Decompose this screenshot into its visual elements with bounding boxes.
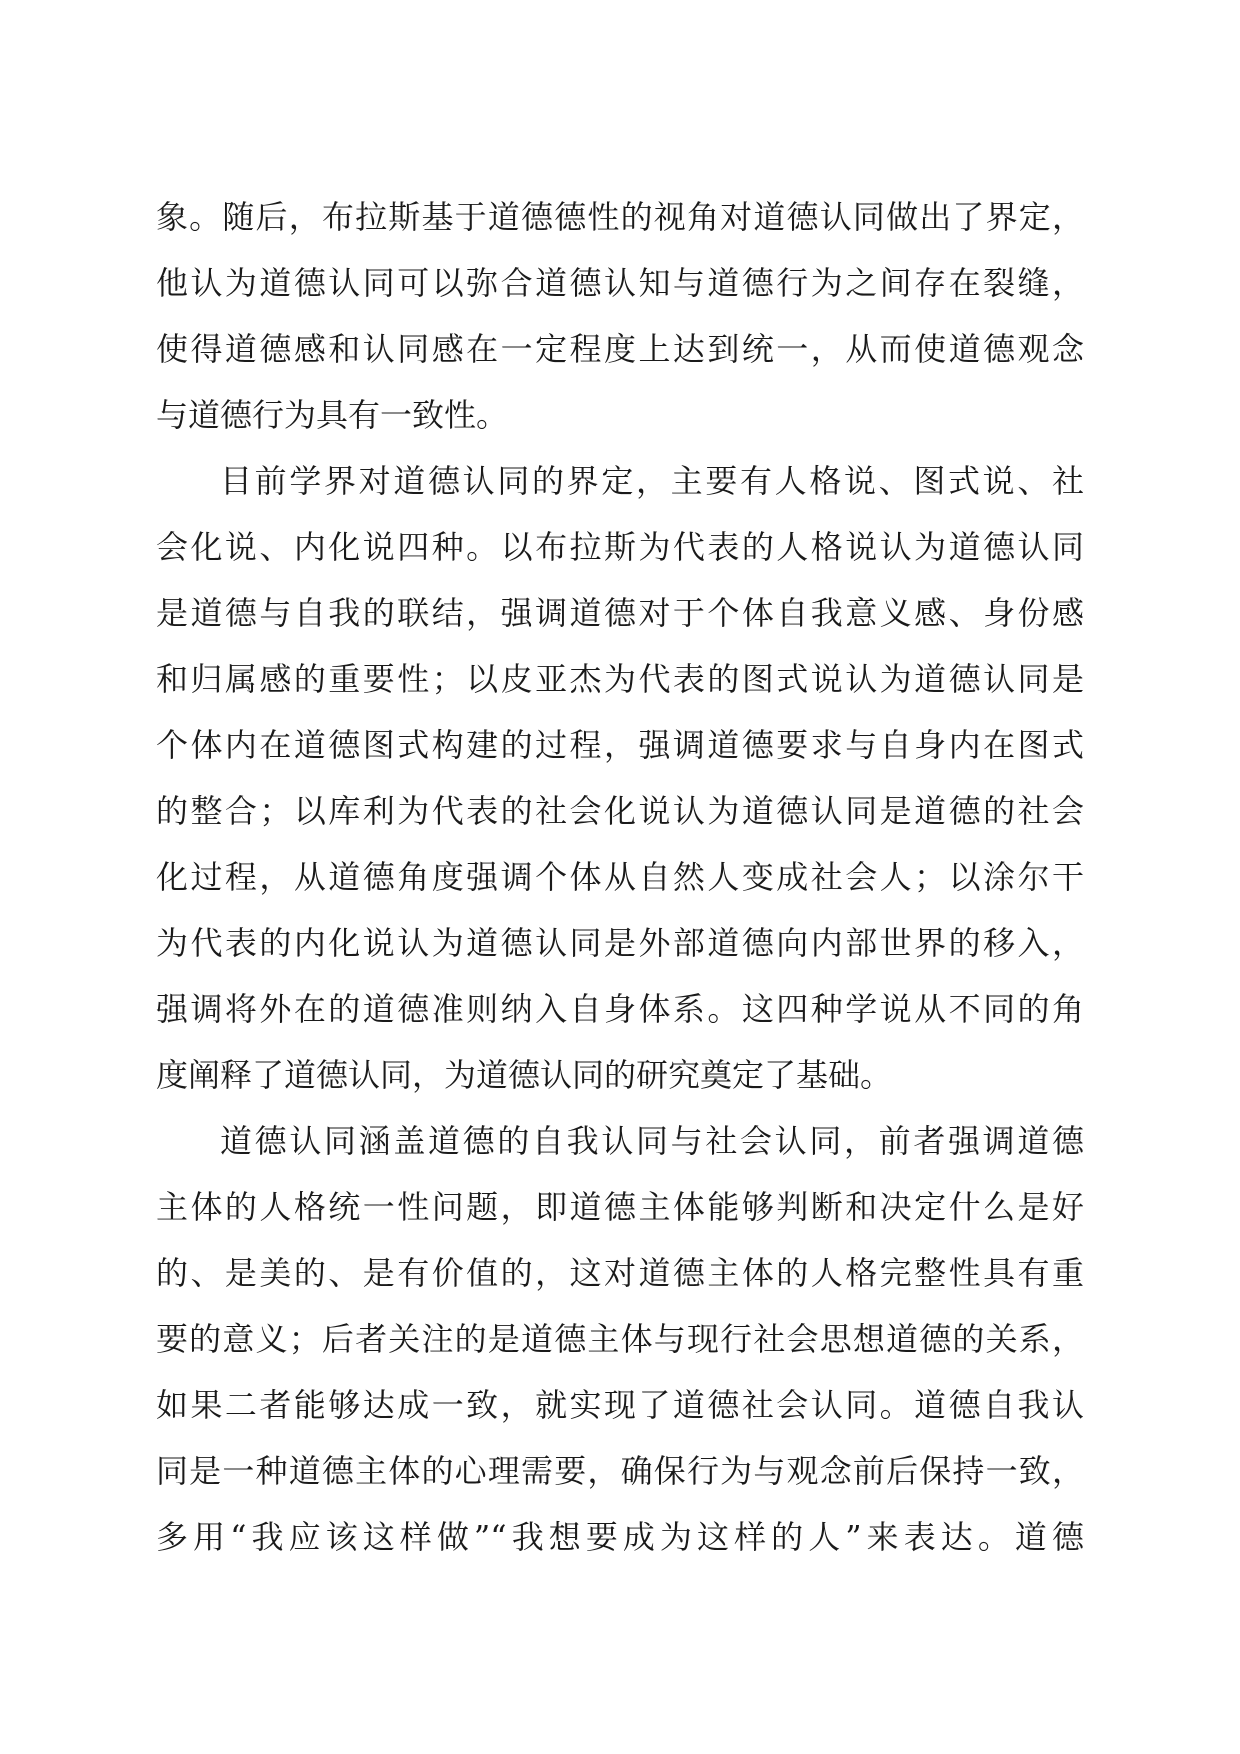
- paragraph-1-line-3: 使得道德感和认同感在一定程度上达到统一，从而使道德观念: [156, 330, 1084, 368]
- paragraph-1-line-2: 他认为道德认同可以弥合道德认知与道德行为之间存在裂缝，: [156, 264, 1084, 302]
- paragraph-2-line-5: 个体内在道德图式构建的过程，强调道德要求与自身内在图式: [156, 726, 1084, 764]
- paragraph-3-line-3: 的、是美的、是有价值的，这对道德主体的人格完整性具有重: [156, 1254, 1084, 1292]
- paragraph-3-line-1: 道德认同涵盖道德的自我认同与社会认同，前者强调道德: [220, 1122, 1084, 1160]
- paragraph-1-line-4: 与道德行为具有一致性。: [156, 396, 509, 434]
- paragraph-3-line-6: 同是一种道德主体的心理需要，确保行为与观念前后保持一致，: [156, 1452, 1084, 1490]
- paragraph-2-line-8: 为代表的内化说认为道德认同是外部道德向内部世界的移入，: [156, 924, 1084, 962]
- paragraph-2-line-9: 强调将外在的道德准则纳入自身体系。这四种学说从不同的角: [156, 990, 1084, 1028]
- paragraph-3-line-7: 多用“我应该这样做”“我想要成为这样的人”来表达。道德: [156, 1518, 1084, 1556]
- paragraph-1-line-1: 象。随后，布拉斯基于道德德性的视角对道德认同做出了界定，: [156, 198, 1084, 236]
- paragraph-2-line-10: 度阐释了道德认同，为道德认同的研究奠定了基础。: [156, 1056, 893, 1094]
- paragraph-3-line-2: 主体的人格统一性问题，即道德主体能够判断和决定什么是好: [156, 1188, 1084, 1226]
- paragraph-2-line-1: 目前学界对道德认同的界定，主要有人格说、图式说、社: [220, 462, 1084, 500]
- paragraph-2-line-6: 的整合；以库利为代表的社会化说认为道德认同是道德的社会: [156, 792, 1084, 830]
- paragraph-2-line-4: 和归属感的重要性；以皮亚杰为代表的图式说认为道德认同是: [156, 660, 1084, 698]
- paragraph-3-line-5: 如果二者能够达成一致，就实现了道德社会认同。道德自我认: [156, 1386, 1084, 1424]
- paragraph-2-line-7: 化过程，从道德角度强调个体从自然人变成社会人；以涂尔干: [156, 858, 1084, 896]
- paragraph-2-line-2: 会化说、内化说四种。以布拉斯为代表的人格说认为道德认同: [156, 528, 1084, 566]
- paragraph-2-line-3: 是道德与自我的联结，强调道德对于个体自我意义感、身份感: [156, 594, 1084, 632]
- paragraph-3-line-4: 要的意义；后者关注的是道德主体与现行社会思想道德的关系，: [156, 1320, 1084, 1358]
